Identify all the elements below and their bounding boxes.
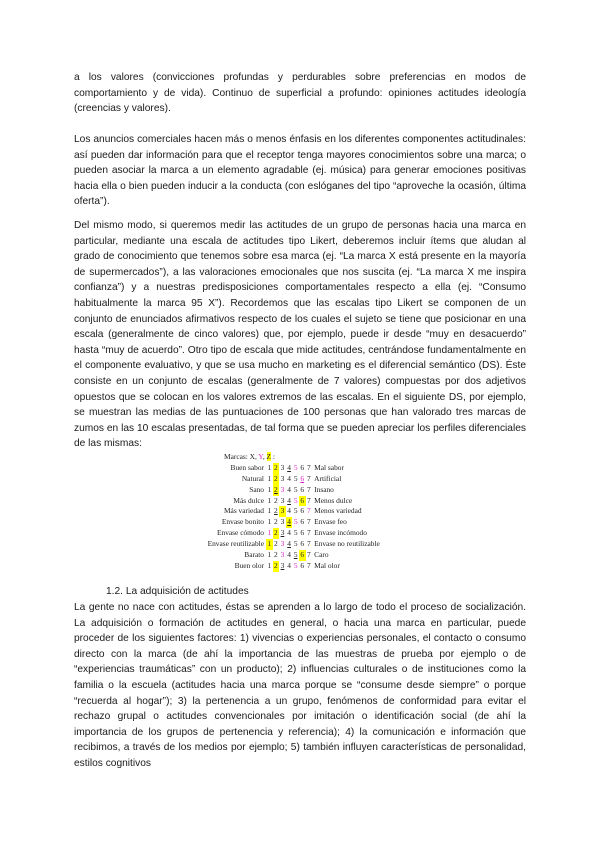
ds-scale-value: 6 xyxy=(300,560,305,570)
ds-scale-value: 5 xyxy=(293,484,298,494)
ds-scale-value: 5 xyxy=(293,473,298,483)
ds-scale-value: 7 xyxy=(307,517,311,527)
ds-right-adjective: Mal olor xyxy=(314,560,340,570)
ds-scale-value: 5 xyxy=(293,495,298,505)
ds-scale-value: 4 xyxy=(287,550,291,560)
ds-left-adjective: Envase cómodo xyxy=(217,528,264,538)
ds-right-adjective: Envase incómodo xyxy=(314,528,367,538)
ds-scale xyxy=(266,463,312,474)
ds-scale-value: 4 xyxy=(287,462,291,472)
ds-scale-value: 3 xyxy=(280,560,285,570)
ds-scale-value: 2 xyxy=(274,550,278,560)
ds-scale-value: 3 xyxy=(280,506,285,516)
ds-scale-value: 1 xyxy=(267,550,272,560)
ds-right-adjective: Artificial xyxy=(314,473,342,483)
ds-scale-value: 3 xyxy=(280,528,285,538)
ds-scale xyxy=(266,474,312,485)
ds-scale-value: 4 xyxy=(287,506,291,516)
ds-scale xyxy=(266,561,312,572)
ds-scale-value: 1 xyxy=(267,539,272,549)
ds-scale-value: 1 xyxy=(267,506,272,516)
ds-scale-value: 1 xyxy=(267,517,272,527)
ds-row xyxy=(74,485,526,496)
ds-left-adjective: Más variedad xyxy=(223,506,264,516)
ds-scale-value: 7 xyxy=(307,495,311,505)
ds-scale-value: 6 xyxy=(300,506,305,516)
ds-scale-value: 4 xyxy=(287,528,291,538)
ds-scale xyxy=(266,506,312,517)
ds-row xyxy=(74,539,526,550)
ds-brand-y: Y xyxy=(258,452,263,461)
ds-row xyxy=(74,463,526,474)
ds-scale-value: 3 xyxy=(280,550,285,560)
ds-scale-value: 3 xyxy=(280,462,285,472)
ds-scale-value: 6 xyxy=(300,539,305,549)
ds-scale-value: 4 xyxy=(287,560,291,570)
ds-scale-value: 2 xyxy=(274,462,278,472)
paragraph-ads: Los anuncios comerciales hacen más o menos énfasis en los diferentes componentes actitudinales: así pueden dar información para que el receptor tenga mayores conocimientos sobre una marca; o pueden asociar la marca a un elemento agradable (ej. música) para generar emociones positivas hacia ella o bien pueden inducir a la conducta (con eslóganes del tipo “aproveche la ocasión, última oferta”). xyxy=(74,134,526,208)
ds-scale-value: 2 xyxy=(274,517,278,527)
ds-row xyxy=(74,550,526,561)
ds-left-adjective: Envase reutilizable xyxy=(207,539,264,549)
ds-scale-value: 5 xyxy=(293,462,298,472)
ds-scale-value: 6 xyxy=(300,528,305,538)
ds-scale-value: 5 xyxy=(293,506,298,516)
ds-scale-value: 5 xyxy=(293,528,298,538)
ds-row xyxy=(74,517,526,528)
ds-title-suffix: : xyxy=(271,452,275,461)
ds-scale-value: 7 xyxy=(307,484,311,494)
ds-left-adjective: Sano xyxy=(249,484,264,494)
ds-scale-value: 6 xyxy=(300,484,305,494)
ds-right-adjective: Envase no reutilizable xyxy=(314,539,380,549)
ds-right-adjective: Menos variedad xyxy=(314,506,362,516)
paragraph-acquisition: La gente no nace con actitudes, éstas se aprenden a lo largo de todo el proceso de socialización. La adquisición o formación de actitudes en general, o hacia una marca en particular, puede proceder de los siguientes factores: 1) vivencias o experiencias personales, el contacto o consumo directo con la marca (de ahí la importancia de las muestras de prueba por ejemplo o de “experiencias traumáticas” con un producto); 2) influencias culturales o de instituciones como la familia o la escuela (actitudes hacia una marca porque se “consume desde siempre” o porque “recuerda al hogar”); 3) la pertenencia a un grupo, fenómenos de conformidad para evitar el rechazo grupal o actitudes convencionales por imitación o identificación social (de ahí la importancia de los grupos de pertenencia y referencia); 4) la comunicación e información que recibimos, a través de los medios por ejemplo; 5) también influyen características de personalidad, estilos cognitivos xyxy=(74,602,526,769)
ds-scale-value: 3 xyxy=(280,517,285,527)
ds-right-adjective: Caro xyxy=(314,550,329,560)
ds-scale-value: 1 xyxy=(267,528,272,538)
ds-scale xyxy=(266,539,312,550)
ds-scale-value: 1 xyxy=(267,462,272,472)
ds-scale xyxy=(266,550,312,561)
ds-scale-value: 1 xyxy=(267,484,272,494)
ds-scale-value: 2 xyxy=(274,473,278,483)
ds-left-adjective: Barato xyxy=(244,550,264,560)
ds-scale-value: 7 xyxy=(307,550,311,560)
ds-scale-value: 2 xyxy=(274,528,278,538)
ds-right-adjective: Insano xyxy=(314,484,334,494)
ds-scale xyxy=(266,517,312,528)
ds-scale-value: 7 xyxy=(307,560,311,570)
ds-scale-value: 5 xyxy=(293,539,298,549)
ds-scale-value: 6 xyxy=(300,462,305,472)
ds-scale-value: 1 xyxy=(267,473,272,483)
ds-scale-value: 6 xyxy=(300,473,305,483)
ds-scale-value: 7 xyxy=(307,462,311,472)
ds-scale-value: 7 xyxy=(307,528,311,538)
ds-scale-value: 3 xyxy=(280,495,285,505)
paragraph-values: a los valores (convicciones profundas y perdurables sobre preferencias en modos de comportamiento y de vida). Continuo de superficial a profundo: opiniones actitudes ideología (creencias y valores). xyxy=(74,72,526,115)
ds-scale-value: 2 xyxy=(274,539,278,549)
ds-scale-value: 2 xyxy=(274,484,278,494)
ds-scale-value: 6 xyxy=(300,517,305,527)
ds-row xyxy=(74,506,526,517)
ds-scale-value: 4 xyxy=(287,539,291,549)
semantic-differential-figure xyxy=(74,452,526,572)
ds-row xyxy=(74,561,526,572)
ds-scale xyxy=(266,528,312,539)
ds-left-adjective: Natural xyxy=(241,473,264,483)
ds-scale-value: 3 xyxy=(280,539,285,549)
ds-row xyxy=(74,474,526,485)
ds-right-adjective: Mal sabor xyxy=(314,462,344,472)
ds-scale-value: 3 xyxy=(280,473,285,483)
ds-rows xyxy=(74,463,526,572)
ds-scale-value: 2 xyxy=(274,495,278,505)
ds-title-sep: , xyxy=(262,452,267,461)
ds-scale-value: 2 xyxy=(274,560,278,570)
ds-row xyxy=(74,528,526,539)
ds-row xyxy=(74,496,526,507)
ds-scale-value: 7 xyxy=(307,506,311,516)
ds-scale-value: 4 xyxy=(287,473,291,483)
ds-scale-value: 2 xyxy=(274,506,278,516)
ds-scale-value: 5 xyxy=(293,560,298,570)
ds-right-adjective: Envase feo xyxy=(314,517,347,527)
ds-left-adjective: Buen sabor xyxy=(230,462,264,472)
ds-scale-value: 4 xyxy=(287,517,291,527)
ds-scale-value: 7 xyxy=(307,473,311,483)
ds-title-prefix: Marcas: X, xyxy=(224,452,259,461)
ds-scale-value: 6 xyxy=(300,550,305,560)
ds-scale-value: 1 xyxy=(267,560,272,570)
ds-scale-value: 1 xyxy=(267,495,272,505)
ds-scale-value: 3 xyxy=(280,484,285,494)
ds-scale-value: 4 xyxy=(287,495,291,505)
section-heading: 1.2. La adquisición de actitudes xyxy=(106,586,249,597)
ds-scale-value: 4 xyxy=(287,484,291,494)
ds-brand-z: Z xyxy=(266,452,272,461)
ds-left-adjective: Envase bonito xyxy=(221,517,264,527)
ds-left-adjective: Buen olor xyxy=(234,560,264,570)
paragraph-likert: Del mismo modo, si queremos medir las actitudes de un grupo de personas hacia una marca en particular, mediante una escala de actitudes tipo Likert, deberemos incluir ítems que aludan al grado de conocimiento que tenemos sobre esa marca (ej. “La marca X está presente en la mayoría de supermercados”), a las valoraciones emocionales que nos suscita (ej. “La marca X me inspira confianza”) y a nuestras predisposiciones comportamentales respecto a ella (ej. “Consumo habitualmente la marca 95 X”). Recordemos que las escalas tipo Likert se componen de un conjunto de enunciados afirmativos respecto de los cuales el sujeto se tiene que posicionar en una escala (generalmente de cinco valores) que, por ejemplo, puede ir desde “muy en desacuerdo” hasta “muy de acuerdo”. Otro tipo de escala que mide actitudes, centrándose fundamentalmente en el componente evaluativo, y que se usa mucho en marketing es el diferencial semántico (DS). Éste consiste en un conjunto de escalas (generalmente de 7 valores) compuestas por dos adjetivos opuestos que se colocan en los valores extremos de las escalas. En el siguiente DS, por ejemplo, se muestran las medias de las puntuaciones de 100 personas que han valorado tres marcas de zumos en las 10 escalas presentadas, de tal forma que se pueden apreciar los perfiles diferenciales de las mismas: xyxy=(74,220,526,450)
ds-scale xyxy=(266,485,312,496)
ds-left-adjective: Más dulce xyxy=(233,495,264,505)
ds-scale-value: 5 xyxy=(293,517,298,527)
ds-title xyxy=(224,452,526,463)
ds-scale-value: 7 xyxy=(307,539,311,549)
ds-right-adjective: Menos dulce xyxy=(314,495,353,505)
ds-scale-value: 6 xyxy=(300,495,305,505)
ds-scale xyxy=(266,496,312,507)
ds-scale-value: 5 xyxy=(293,550,298,560)
